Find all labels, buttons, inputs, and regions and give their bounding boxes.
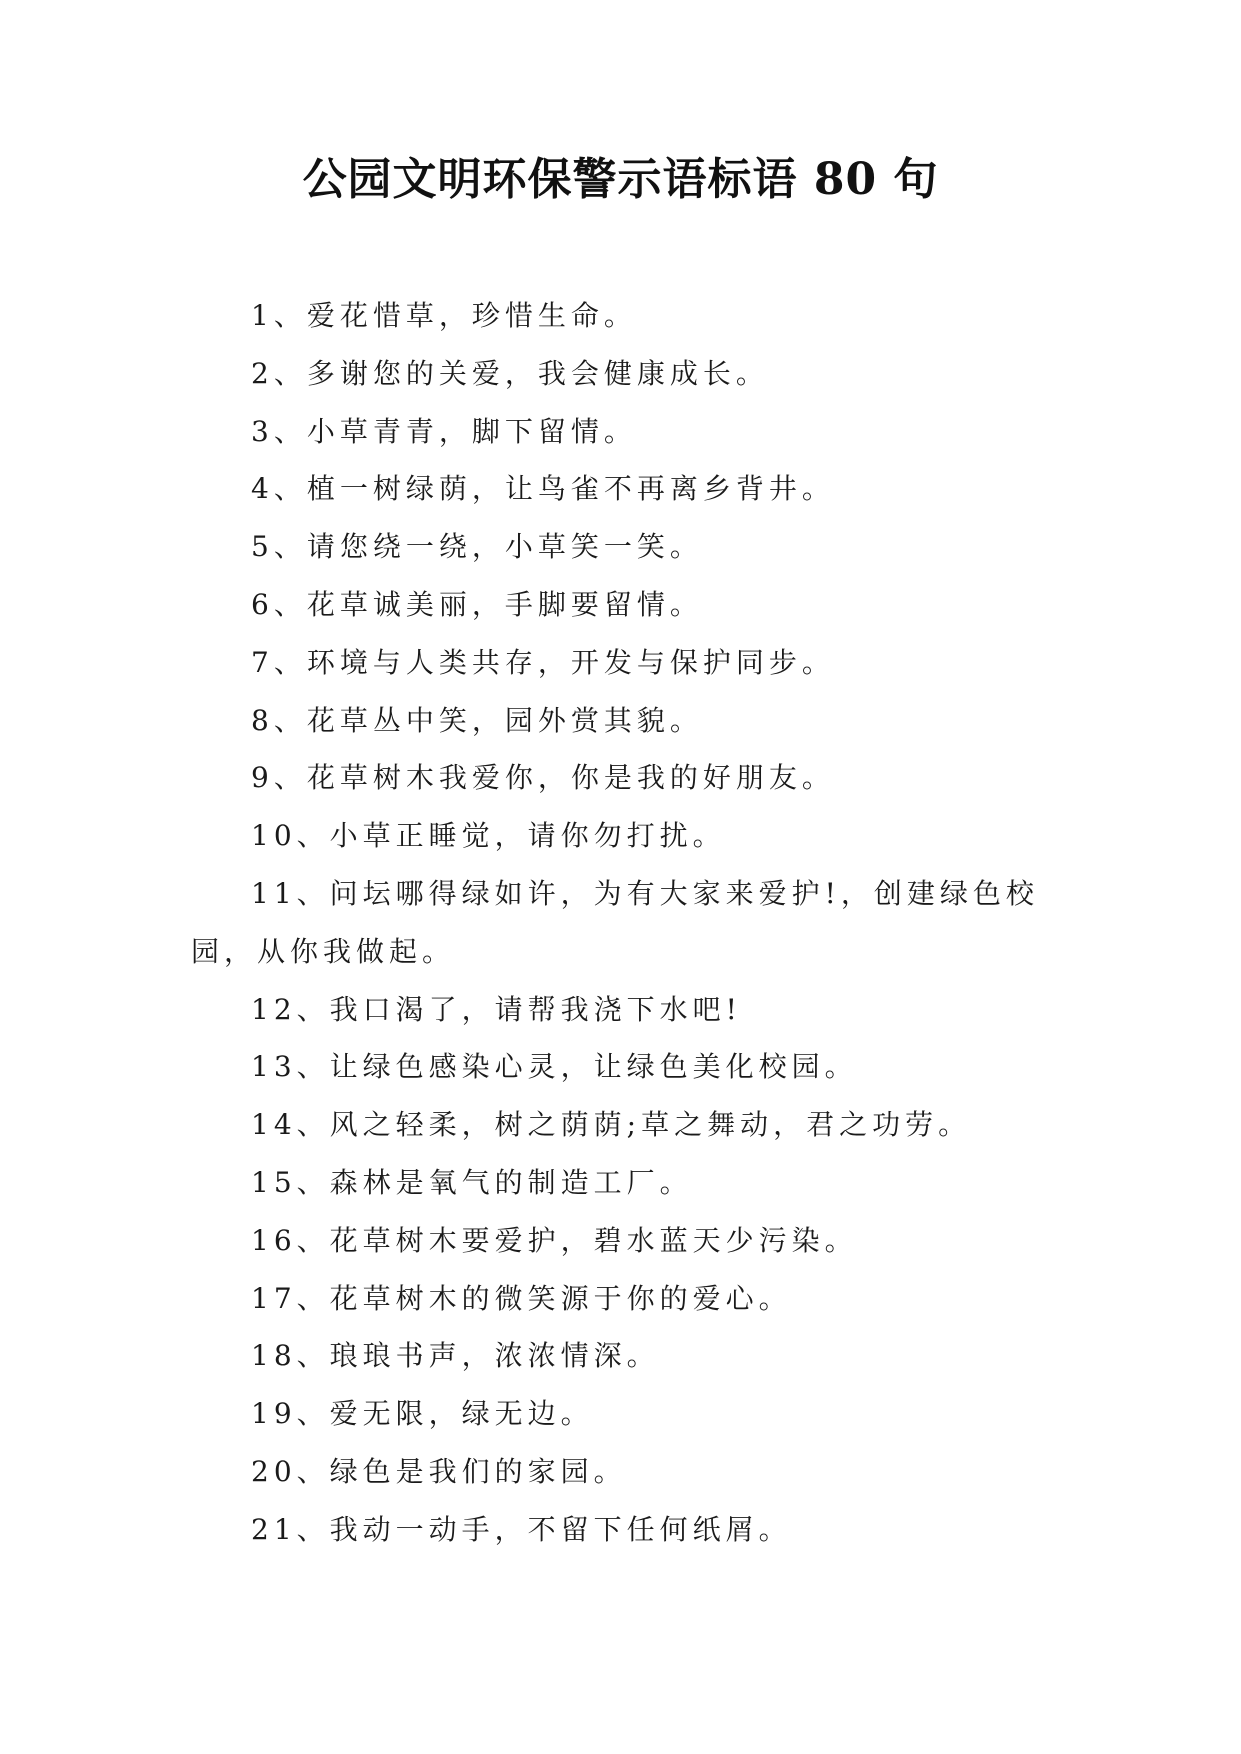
- list-item: 5、请您绕一绕，小草笑一笑。: [251, 530, 703, 564]
- list-item: 14、风之轻柔，树之荫荫;草之舞动，君之功劳。: [251, 1108, 972, 1142]
- list-item: 18、琅琅书声，浓浓情深。: [251, 1339, 660, 1373]
- document-title: 公园文明环保警示语标语 80 句: [302, 154, 939, 205]
- list-item: 6、花草诚美丽，手脚要留情。: [251, 587, 703, 621]
- list-item: 4、植一树绿荫，让鸟雀不再离乡背井。: [251, 472, 835, 506]
- list-item: 21、我动一动手，不留下任何纸屑。: [251, 1512, 792, 1546]
- list-item: 11、问坛哪得绿如许，为有大家来爱护!，创建绿色校园，从你我做起。: [191, 876, 1039, 968]
- list-item: 15、森林是氧气的制造工厂。: [251, 1165, 693, 1199]
- list-item: 13、让绿色感染心灵，让绿色美化校园。: [251, 1050, 858, 1084]
- list-item: 10、小草正睡觉，请你勿打扰。: [251, 819, 726, 853]
- list-item: 7、环境与人类共存，开发与保护同步。: [251, 645, 835, 679]
- list-item: 8、花草丛中笑，园外赏其貌。: [251, 703, 703, 737]
- list-item: 17、花草树木的微笑源于你的爱心。: [251, 1281, 792, 1315]
- document-body: [191, 287, 1053, 1559]
- list-item: 19、爱无限，绿无边。: [251, 1397, 594, 1431]
- list-item: 3、小草青青，脚下留情。: [251, 414, 637, 448]
- list-item: 9、花草树木我爱你，你是我的好朋友。: [251, 761, 835, 795]
- list-item: 12、我口渴了，请帮我浇下水吧!: [251, 992, 742, 1026]
- list-item: 1、爱花惜草，珍惜生命。: [251, 299, 637, 332]
- list-item: 2、多谢您的关爱，我会健康成长。: [251, 356, 769, 390]
- list-item: 20、绿色是我们的家园。: [251, 1454, 627, 1488]
- list-item: 16、花草树木要爱护，碧水蓝天少污染。: [251, 1223, 858, 1257]
